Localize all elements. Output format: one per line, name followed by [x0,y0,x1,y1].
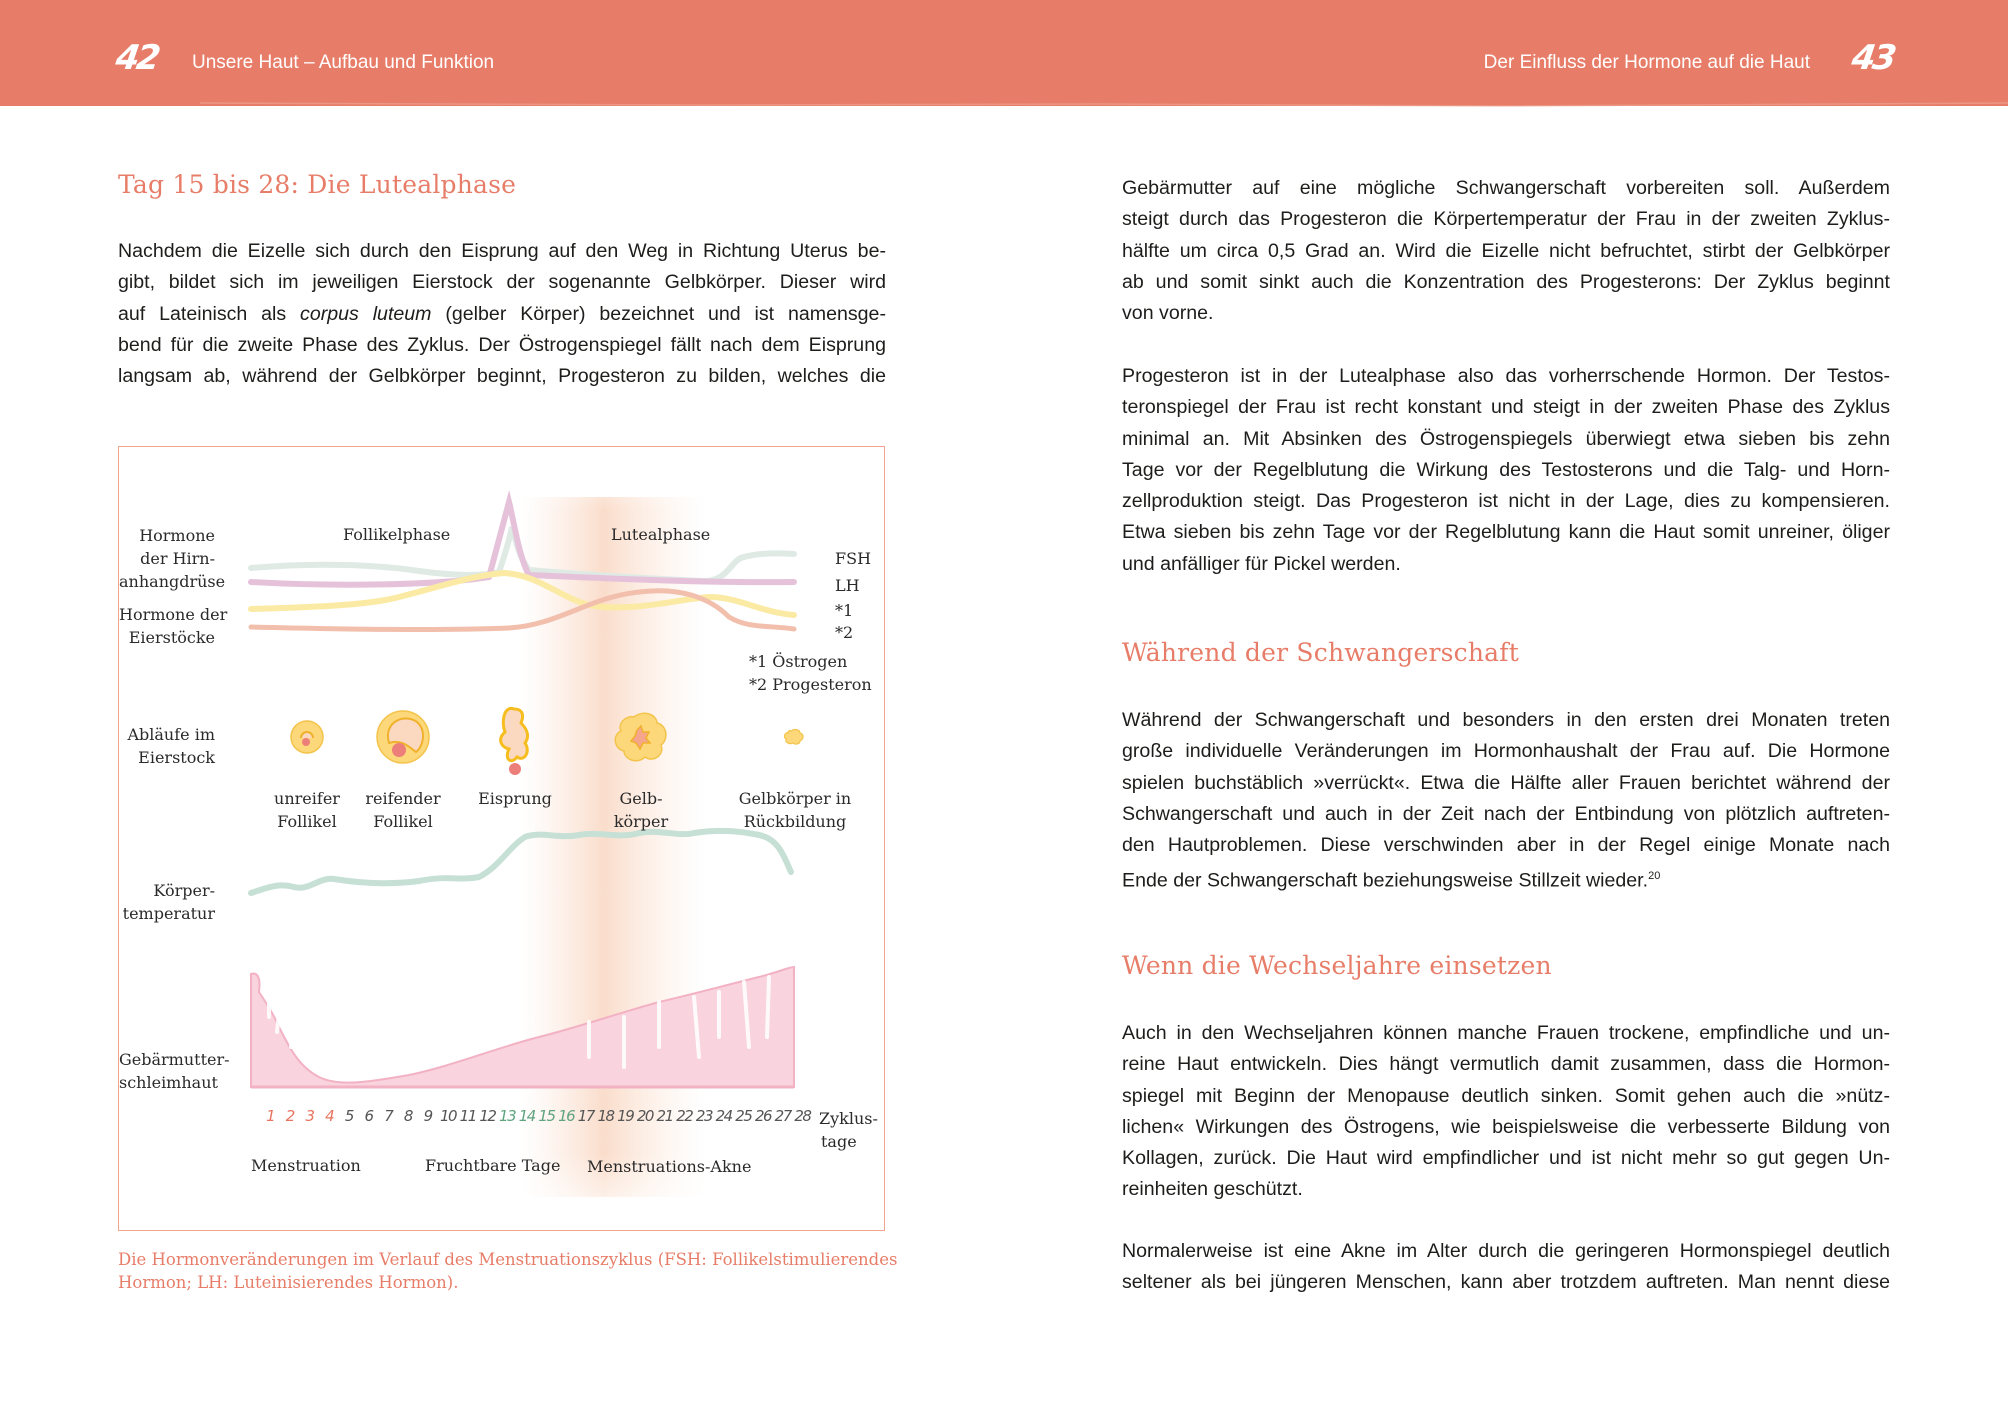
text-line: Nachdem die Eizelle sich durch den Eisprung auf den Weg in Richtung Uterus be- [118,240,886,262]
label-line: anhangdrüse [119,572,226,591]
text-line: hälfte um circa 0,5 Grad an. Wird die Eizelle nicht befruchtet, stirbt der Gelbkörper [1122,239,1890,262]
text-line: bend für die zweite Phase des Zyklus. Der Östrogenspiegel fällt nach dem Eisprung [118,333,886,356]
legend-progesterone: *2 Progesteron [749,675,872,694]
label-line: Rückbildung [743,812,847,831]
left-paragraph-1 [118,236,886,392]
label-line: Zyklus- [819,1109,878,1128]
cycle-day: 19 [617,1107,634,1125]
label-ovarian-hormones [119,603,228,649]
label-line: Follikel [373,812,433,831]
cycle-day: 26 [754,1107,772,1125]
immature-follicle-icon [291,721,323,753]
label-line: tage [821,1132,857,1151]
text-line: Etwa sieben bis zehn Tage vor der Regelblutung kann die Haut somit unreiner, öliger [1122,521,1890,544]
section-heading-luteal-phase: Tag 15 bis 28: Die Lutealphase [118,170,517,199]
cycle-day: 13 [499,1107,516,1125]
caption-line: Die Hormonveränderungen im Verlauf des Menstruationszyklus (FSH: Follikelstimulierendes [118,1250,898,1269]
cycle-day: 22 [676,1107,693,1125]
cycle-day: 14 [518,1107,535,1125]
cycle-day: 24 [715,1107,732,1125]
stage-label-corpus-luteum [591,787,691,833]
text-line: und anfälliger für Pickel werden. [1122,552,1401,575]
label-line: Hormone der [119,605,228,624]
latin-term: corpus luteum [300,302,432,325]
label-line: der Hirn- [140,549,215,568]
text-line: steigt durch das Progesteron die Körpertemperatur der Frau in der zweiten Zyklus- [1122,208,1890,231]
text-line: seltener als bei jüngeren Menschen, kann aber trotzdem auftreten. Man nennt diese [1122,1271,1890,1294]
label-line: Gebärmutter- [119,1050,230,1069]
cycle-day: 18 [597,1107,614,1125]
text-line: spielen buchstäblich »verrückt«. Etwa die Hälfte aller Frauen berichtet während der [1122,771,1890,794]
menstruation-label: Menstruation [251,1156,361,1175]
text-line: den Hautproblemen. Diese verschwinden aber in der Regel einige Monate nach [1122,834,1890,857]
legend-estrogen: *1 Östrogen [749,652,848,671]
label-line: Körper- [153,881,215,900]
text-span: (gelber Körper) bezeichnet und ist namensge- [431,302,886,325]
left-running-title: Unsere Haut – Aufbau und Funktion [192,52,495,73]
text-line: spiegel mit Beginn der Menopause deutlich sinken. Somit gehen auch die »nütz- [1122,1084,1890,1107]
cycle-day: 7 [384,1107,394,1125]
text-line: Kollagen, zurück. Die Haut wird empfindlicher und ist nicht mehr so gut gegen Un- [1122,1147,1890,1170]
text-line: reinheiten geschützt. [1122,1178,1303,1201]
figure-caption [118,1248,898,1294]
text-line [118,299,886,330]
text-line: teronspiegel der Frau ist recht konstant und steigt in der zweiten Phase des Zyklus [1122,396,1890,419]
label-line: schleimhaut [119,1073,218,1092]
right-paragraph-5 [1122,1236,1890,1299]
text-span: auf Lateinisch als [118,302,301,325]
label-line: körper [613,812,669,831]
brush-edge-decoration [0,96,2008,110]
cycle-days-axis-label [819,1107,878,1153]
label-line: unreifer [274,789,340,808]
right-paragraph-4 [1122,1018,1890,1206]
label-line: Abläufe im [127,725,215,744]
label-line: reifender [365,789,441,808]
stage-label-maturing-follicle [353,787,453,833]
text-line: Tage vor der Regelblutung die Wirkung des Testosterons und die Talg- und Horn- [1122,458,1890,481]
cycle-day: 21 [656,1107,673,1125]
label-line: Hormone [139,526,215,545]
cycle-day: 17 [577,1107,594,1125]
text-line: ab und somit sinkt auch die Konzentration des Progesterons: Der Zyklus beginnt [1122,270,1890,293]
cycle-day: 8 [403,1107,414,1125]
text-span: Ende der Schwangerschaft beziehungsweise Stillzeit wieder. [1122,870,1649,893]
text-line: zellproduktion steigt. Das Progesteron ist nicht in der Lage, dies zu kompensieren. [1122,490,1890,513]
cycle-day: 27 [774,1107,791,1125]
text-line: minimal an. Mit Absinken des Östrogenspiegels überwiegt etwa sieben bis zehn [1122,427,1890,450]
cycle-day: 5 [344,1107,355,1125]
cycle-day: 3 [305,1107,315,1125]
label-line: temperatur [122,904,215,923]
label-body-temperature [119,879,215,925]
cycle-day: 6 [364,1107,375,1125]
menstrual-cycle-figure [118,446,885,1231]
text-line: Progesteron ist in der Lutealphase also das vorherrschende Hormon. Der Testos- [1122,365,1890,387]
follicular-phase-label: Follikelphase [343,525,451,544]
label-line: Gelbkörper in [738,789,852,808]
text-line: von vorne. [1122,302,1214,325]
cycle-day: 28 [794,1107,811,1125]
footnote-reference: 20 [1648,870,1661,883]
cycle-day-axis [261,1107,812,1125]
section-heading-pregnancy: Während der Schwangerschaft [1122,638,1519,667]
text-line: langsam ab, während der Gelbkörper beginnt, Progesteron zu bilden, welches die [118,365,886,388]
text-line: gibt, bildet sich im jeweiligen Eierstock der sogenannte Gelbkörper. Dieser wird [118,271,886,294]
cycle-day: 16 [558,1107,575,1125]
cycle-day: 20 [636,1107,653,1125]
right-paragraph-3 [1122,705,1890,897]
right-paragraph-1 [1122,173,1890,329]
cycle-day: 4 [325,1107,335,1125]
stage-label-regressing-corpus-luteum [725,787,865,833]
label-endometrium [119,1048,230,1094]
left-page-number: 42 [113,38,161,78]
text-line: Schwangerschaft und auch in der Zeit nach der Entbindung von plötzlich auftreten- [1122,802,1890,825]
section-heading-menopause: Wenn die Wechseljahre einsetzen [1122,951,1552,980]
stage-label-immature-follicle [257,787,357,833]
text-line: große individuelle Veränderungen im Hormonhaushalt der Frau auf. Die Hormone [1122,740,1890,763]
progesterone-curve-label: *2 [835,623,854,642]
cycle-day: 11 [459,1107,476,1125]
maturing-follicle-icon [377,711,429,763]
label-line: Eierstock [138,748,215,767]
label-line: Gelb- [619,789,663,808]
fertile-days-label: Fruchtbare Tage [425,1156,561,1175]
text-line: Während der Schwangerschaft und besonders in den ersten drei Monaten treten [1122,709,1890,731]
text-line: reine Haut entwickeln. Dies hängt vermutlich damit zusammen, dass die Hormon- [1122,1053,1890,1076]
label-ovary-processes [119,723,215,769]
right-page-number: 43 [1849,38,1897,78]
cycle-day: 23 [695,1107,713,1125]
stage-label-ovulation [465,787,565,810]
cycle-day: 9 [423,1107,434,1125]
cycle-day: 12 [479,1107,496,1125]
fsh-label: FSH [835,549,872,568]
cycle-day: 25 [735,1107,752,1125]
right-paragraph-2 [1122,361,1890,580]
text-line [1122,861,1890,897]
luteal-phase-label: Lutealphase [611,525,711,544]
menstrual-acne-label: Menstruations-Akne [587,1157,752,1176]
cycle-day: 10 [439,1107,457,1125]
label-line: Eierstöcke [128,628,215,647]
cycle-day: 2 [285,1107,296,1125]
label-line: Follikel [277,812,337,831]
text-line: lichen« Wirkungen des Östrogens, wie beispielsweise die verbesserte Bildung von [1122,1115,1890,1138]
text-line: Gebärmutter auf eine mögliche Schwangerschaft vorbereiten soll. Außerdem [1122,177,1890,199]
lh-label: LH [835,576,860,595]
caption-line: Hormon; LH: Luteinisierendes Hormon). [118,1273,459,1292]
text-line: Normalerweise ist eine Akne im Alter durch die geringeren Hormonspiegel deutlich [1122,1240,1890,1262]
right-running-title: Der Einfluss der Hormone auf die Haut [1483,52,1810,73]
estrogen-curve-label: *1 [835,601,854,620]
regressing-corpus-luteum-icon [785,730,803,745]
cycle-day: 15 [538,1107,555,1125]
label-line: Eisprung [478,789,552,808]
label-pituitary-hormones [119,524,226,593]
text-line: Auch in den Wechseljahren können manche Frauen trockene, empfindliche und un- [1122,1022,1890,1044]
cycle-day: 1 [266,1107,276,1125]
